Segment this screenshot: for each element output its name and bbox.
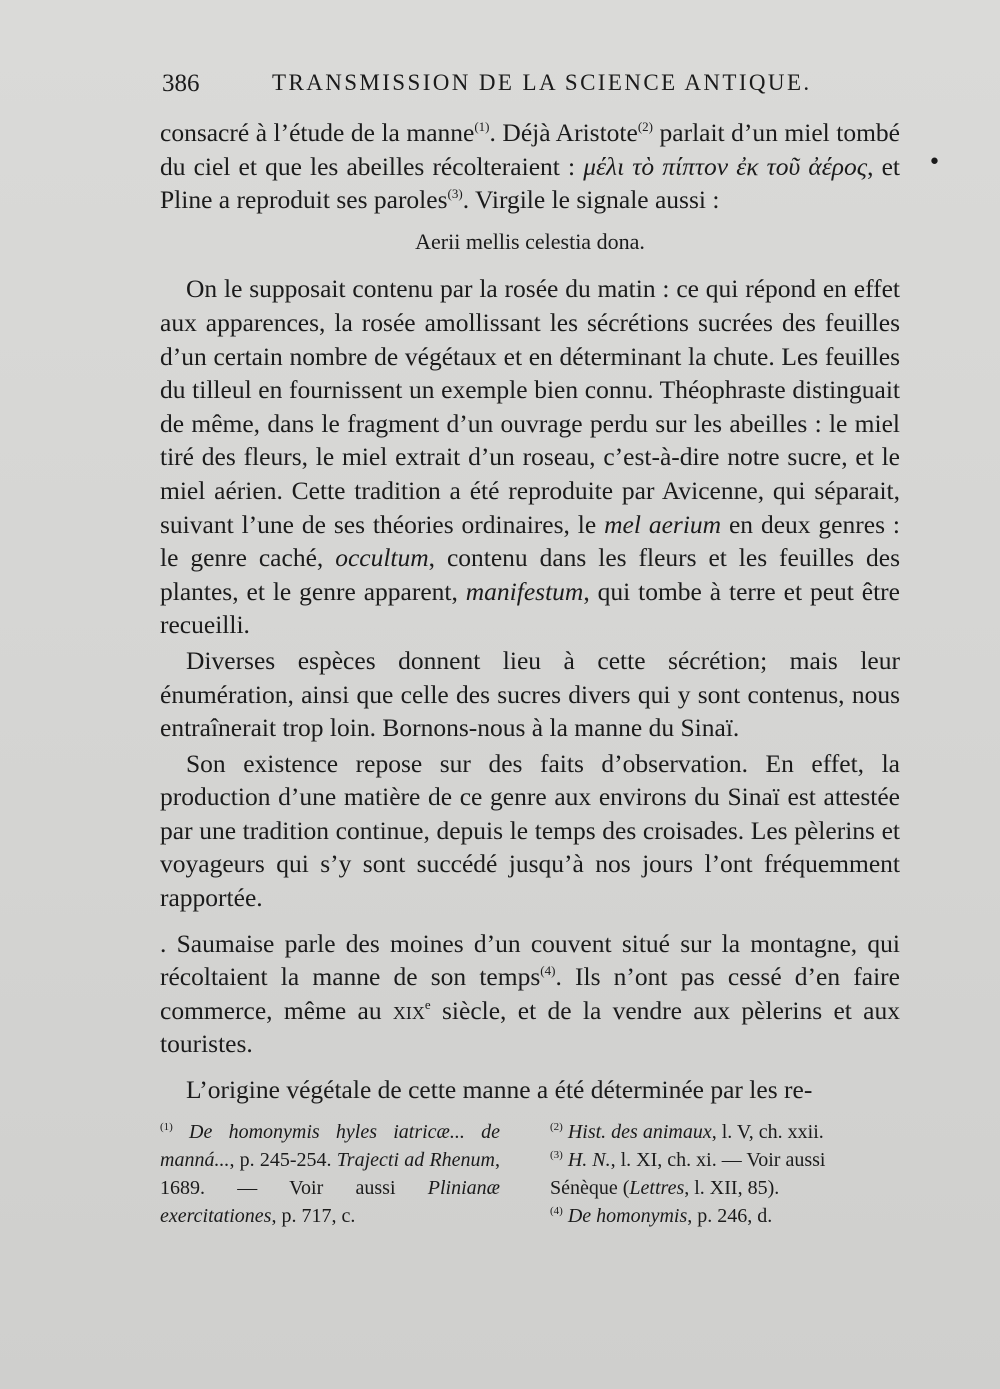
footnote-ref-3: (3) (447, 186, 463, 202)
margin-mark: • (928, 150, 941, 175)
paragraph-3: Diverses espèces donnent lieu à cette sécrétion; mais leur énumération, ainsi que celle des sucres divers qui y sont contenus, nous entraînerait trop loin. Bornons-nous à la manne du Sinaï. (160, 645, 900, 743)
page-header (162, 70, 890, 104)
footnote-2: $^{(2)}$ Hist. des animaux, l. V, ch. xxii. (550, 1121, 824, 1143)
footnote-ref-2: (2) (637, 119, 653, 134)
paragraph-1: consacré à l’étude de la manne$^{(1)}$. Déjà Aristote$^{(2)}$ parlait d’un miel tombé du ciel et que les abeilles récolteraient : μέλι τὸ πίπτον ἐκ τοῦ ἀέρος, et Pline a reproduit ses paroles$^{(3)}$. Virgile le signale aussi : (160, 118, 901, 215)
footnote-1: $^{(1)}$ De homonymis hyles iatricæ... de manná..., p. 245-254. Trajecti ad Rhenum, 1689. — Voir aussi Plinianæ exercitationes, p. 717, c. (160, 1121, 500, 1227)
greek-quotation: μέλι τὸ πίπτον ἐκ τοῦ ἀέρος (583, 151, 868, 181)
page-number: 386 (162, 70, 200, 97)
footnotes-right-column (550, 1118, 895, 1230)
footnote-ref-1: (1) (474, 119, 490, 134)
main-text (160, 116, 900, 1107)
running-title: TRANSMISSION DE LA SCIENCE ANTIQUE. (272, 70, 812, 95)
paragraph-5: . Saumaise parle des moines d’un couvent situé sur la montagne, qui récoltaient la manne de son temps$^{(4)}$. Ils n’ont pas cessé d’en faire commerce, même au xix$^e$ siècle, et de la vendre aux pèlerins et aux touristes. (160, 928, 901, 1059)
paragraph-2: On le supposait contenu par la rosée du matin : ce qui répond en effet aux apparences, la rosée amollissant les sécrétions sucrées des feuilles d’un certain nombre de végétaux et en déterminant la chute. Les feuilles du tilleul en fournissent un exemple bien connu. Théophraste distinguait de même, dans le fragment d’un ouvrage perdu sur les abeilles : le miel tiré des fleurs, le miel extrait d’un roseau, c’est-à-dire notre sucre, et le miel aérien. Cette tradition a été reproduite par Avicenne, qui séparait, suivant l’une de ses théories ordinaires, le mel aerium en deux genres : le genre caché, occultum, contenu dans les fleurs et les feuilles des plantes, et le genre apparent, manifestum, qui tombe à terre et peut être recueilli. (160, 274, 900, 640)
footnotes-left-column (160, 1118, 500, 1230)
paragraph-4: Son existence repose sur des faits d’observation. En effet, la production d’une matière de ce genre aux environs du Sinaï est attestée par une tradition continue, depuis le temps des croisades. Les pèlerins et voyageurs qui s’y sont succédé jusqu’à nos jours l’ont fréquemment rapportée. (160, 748, 900, 913)
paragraph-6: L’origine végétale de cette manne a été déterminée par les re- (186, 1075, 813, 1105)
verse-quotation: Aerii mellis celestia dona. (415, 228, 645, 254)
footnote-ref-4: (4) (540, 963, 556, 979)
footnote-3: $^{(3)}$ H. N., l. XI, ch. xi. — Voir aussi Sénèque (Lettres, l. XII, 85). (550, 1149, 826, 1199)
footnote-4: $^{(4)}$ De homonymis, p. 246, d. (550, 1205, 773, 1227)
